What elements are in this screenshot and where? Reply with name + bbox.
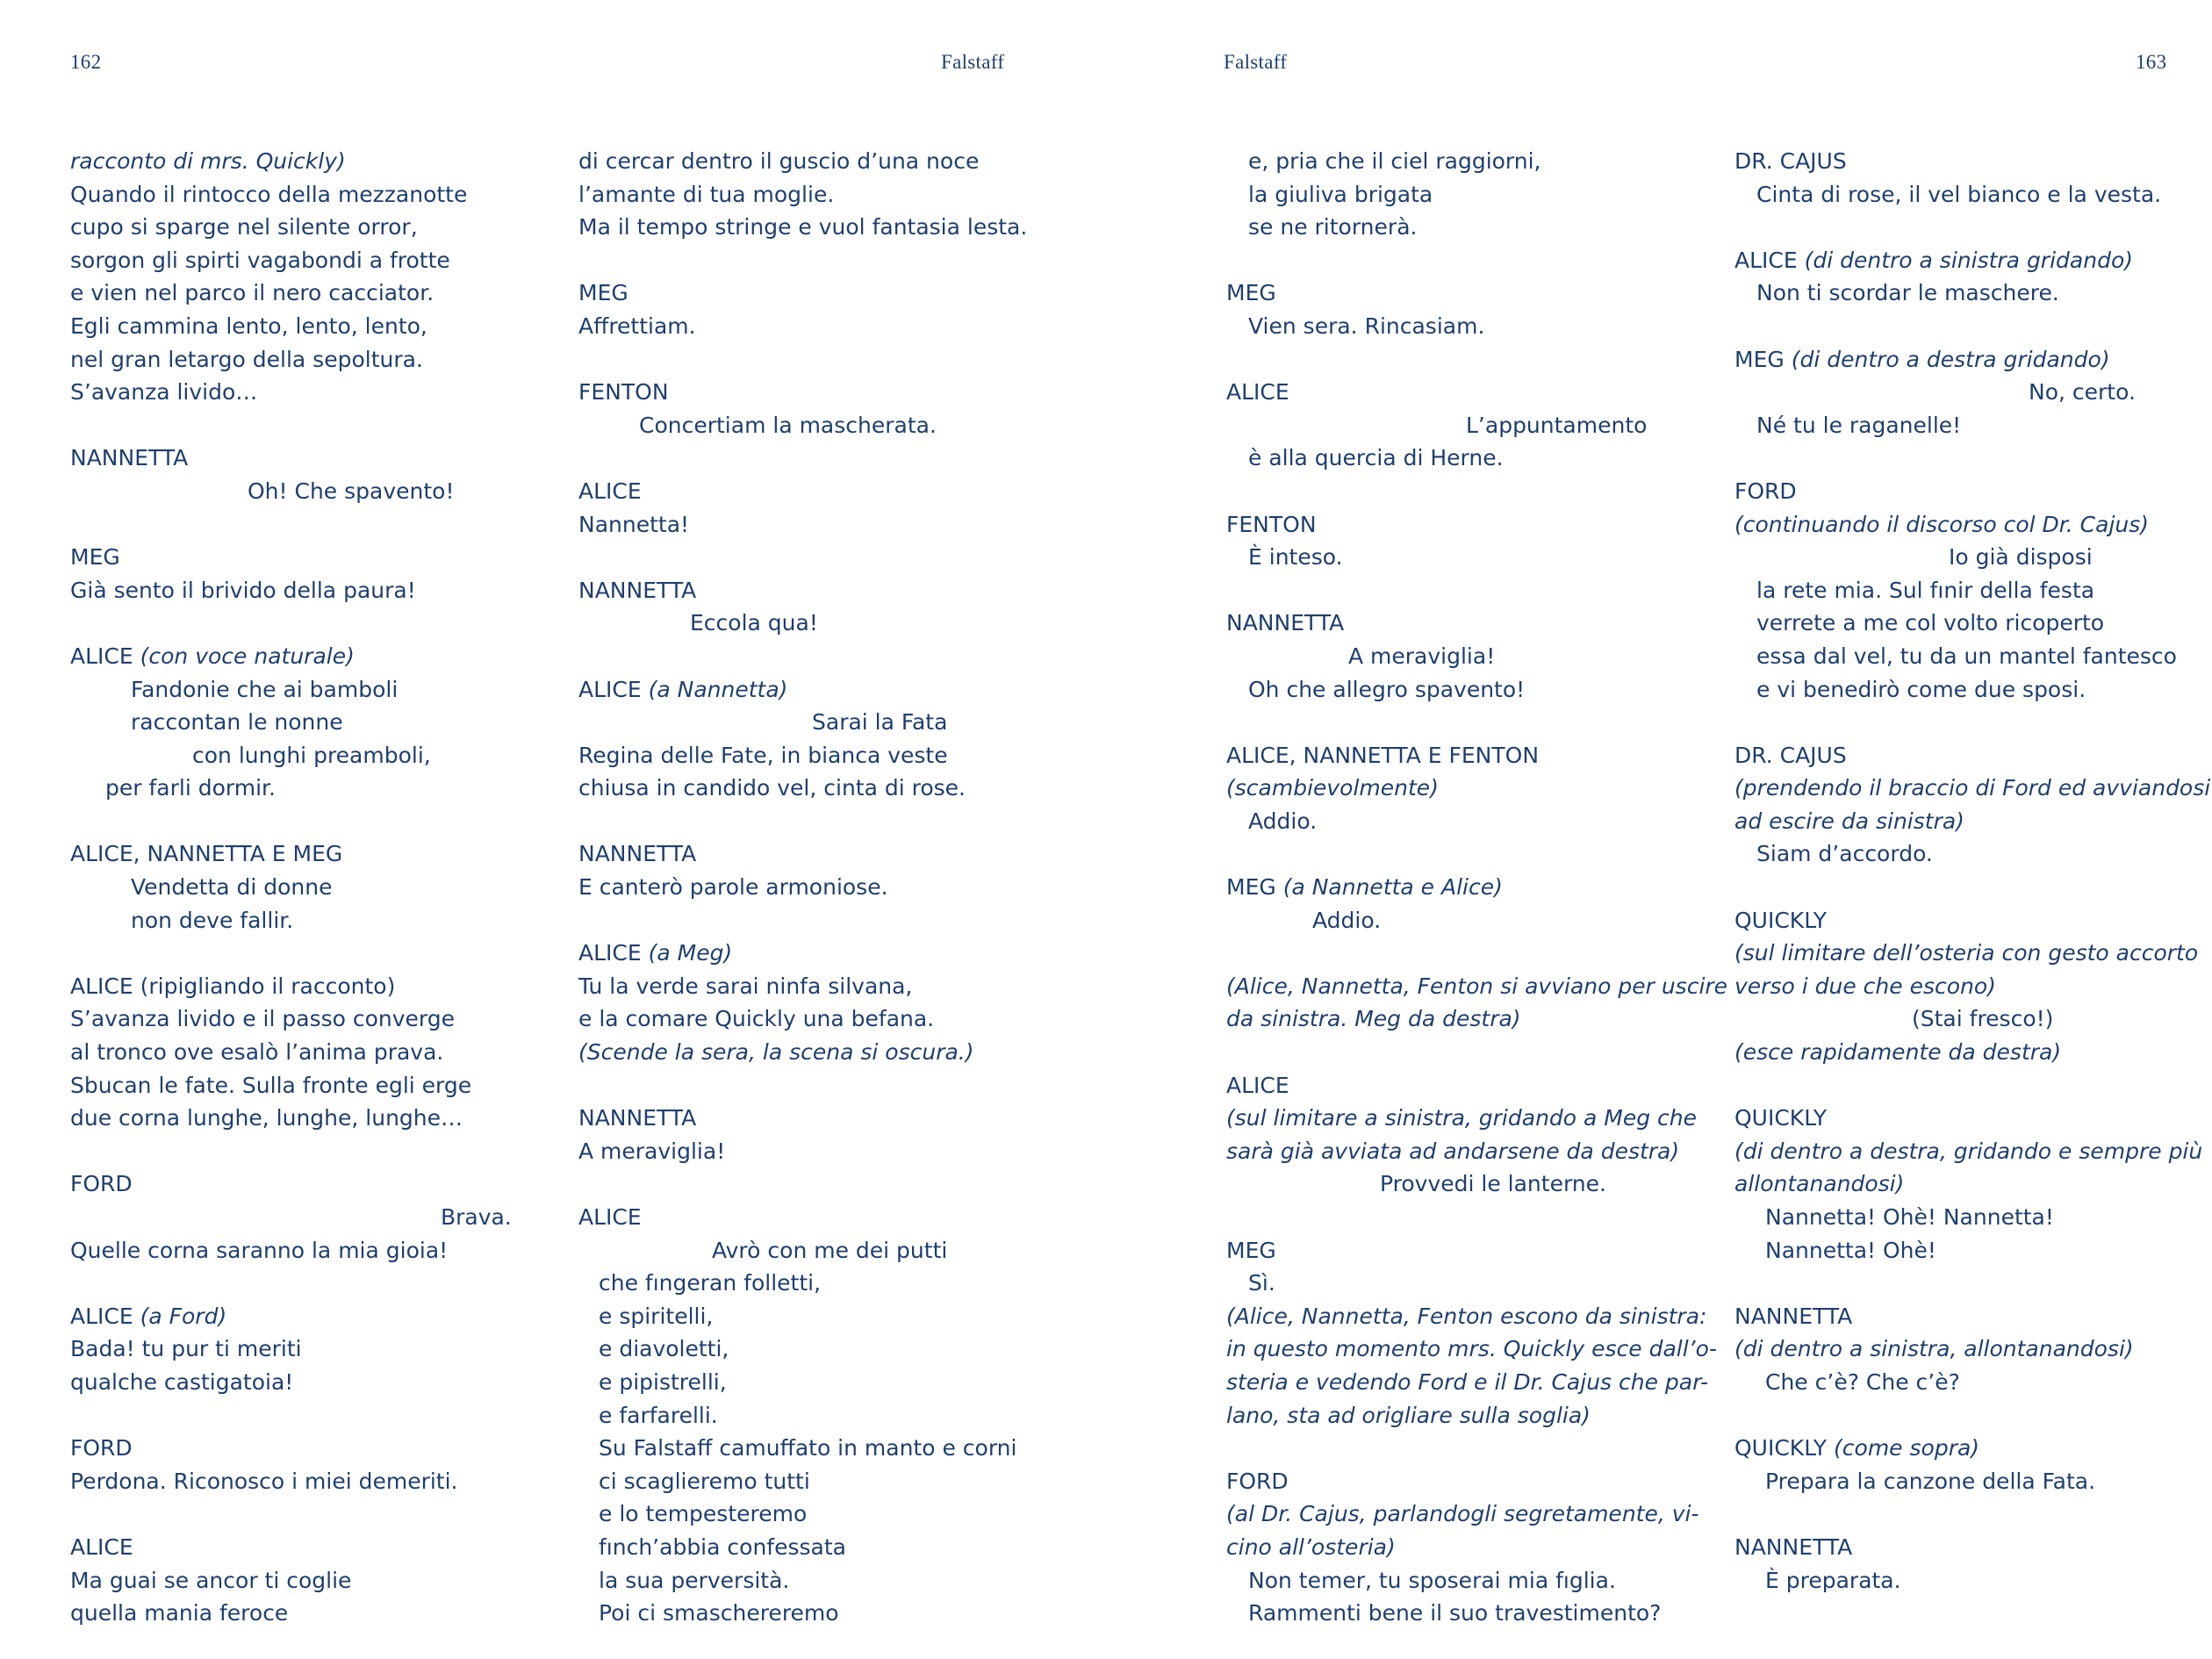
verse-line: Provvedi le lanterne. (1380, 1171, 1606, 1197)
verse-line: fınch’abbia confessata (599, 1533, 846, 1560)
blank-line (1734, 1399, 2208, 1433)
blank-line (578, 442, 1052, 475)
blank-line (1226, 343, 1700, 377)
verse-line: qualche castigatoia! (70, 1368, 294, 1395)
speaker-name: ALICE (70, 643, 133, 669)
verse-line: MEG (1226, 280, 1276, 306)
verse-line: non deve fallir. (131, 907, 294, 933)
speaker-line (1734, 244, 2208, 277)
verse-line: A meraviglia! (1348, 643, 1496, 669)
stage-direction: (di dentro a sinistra gridando) (1804, 247, 2133, 273)
speaker-name: ALICE (578, 676, 642, 702)
verse-line: A meraviglia! (578, 1138, 726, 1164)
stage-direction-line: (Scende la sera, la scena si oscura.) (578, 1039, 974, 1066)
stage-direction: (a Nannetta) (648, 676, 788, 702)
verse-line: FENTON (1226, 511, 1317, 537)
blank-line (70, 805, 544, 838)
stage-direction-line: (sul limitare a sinistra, gridando a Meg che (1226, 1105, 1698, 1131)
verse-line: Tu la verde sarai ninfa silvana, (578, 973, 913, 999)
speaker-name: MEG (1734, 346, 1785, 372)
stage-direction-line: (Alice, Nannetta, Fenton si avviano per uscire (1226, 973, 1728, 999)
left-page-number: 162 (70, 51, 102, 73)
verse-line: MEG (578, 280, 628, 306)
stage-direction-line: sarà già avviata ad andarsene da destra) (1226, 1138, 1680, 1164)
verse-line: NANNETTA (578, 1105, 697, 1131)
stage-direction-line: steria e vedendo Ford e il Dr. Cajus che par- (1226, 1368, 1709, 1395)
blank-line (1734, 442, 2208, 475)
speaker-line (578, 673, 1052, 707)
verse-line: Addio. (1248, 808, 1318, 834)
column-3 (1226, 145, 1728, 1630)
verse-line: Quelle corna saranno la mia gioia! (70, 1237, 449, 1263)
stage-direction-line: (esce rapidamente da destra) (1734, 1039, 2062, 1066)
verse-line: e la comare Quickly una befana. (578, 1006, 935, 1032)
verse-line: E canterò parole armoniose. (578, 874, 888, 901)
verse-line: la giuliva brigata (1248, 181, 1433, 207)
verse-line: NANNETTA (1226, 610, 1345, 636)
speaker-name: MEG (1226, 874, 1276, 901)
blank-line (70, 1399, 544, 1433)
verse-line: Addio. (1312, 907, 1382, 933)
verse-line: Fandonie che ai bamboli (131, 676, 399, 702)
right-page-number: 163 (2136, 51, 2167, 73)
blank-line (70, 508, 544, 542)
verse-line: l’amante di tua moglie. (578, 181, 835, 207)
stage-direction-line: racconto di mrs. Quickly) (70, 148, 346, 174)
verse-line: MEG (1226, 1237, 1276, 1263)
blank-line (1734, 871, 2208, 904)
stage-direction-line: ad escire da sinistra) (1734, 808, 1964, 834)
blank-line (1226, 574, 1700, 607)
left-running-title: Falstaff (941, 51, 1005, 73)
blank-line (578, 244, 1052, 277)
verse-line: la sua perversità. (599, 1567, 790, 1593)
verse-line: Perdona. Riconosco i miei demeriti. (70, 1468, 458, 1494)
speaker-line (578, 937, 1052, 970)
verse-line: ALICE (1226, 1072, 1289, 1098)
blank-line (1734, 706, 2208, 739)
verse-line: Oh che allegro spavento! (1248, 676, 1526, 702)
verse-line: Vien sera. Rincasiam. (1248, 312, 1485, 339)
verse-line: ALICE (578, 478, 642, 504)
verse-line: FORD (1226, 1468, 1289, 1494)
verse-line: essa dal vel, tu da un mantel fantesco (1756, 643, 2177, 669)
verse-line: ci scaglieremo tutti (599, 1468, 810, 1494)
stage-direction-line: (Alice, Nannetta, Fenton escono da sinistra: (1226, 1303, 1707, 1329)
blank-line (1734, 1497, 2208, 1531)
blank-line (70, 409, 544, 442)
stage-direction-line: (di dentro a sinistra, allontanandosi) (1734, 1336, 2134, 1362)
verse-line: (Stai fresco!) (1912, 1006, 2054, 1032)
verse-line: NANNETTA (1734, 1533, 1853, 1560)
verse-line: Bada! tu pur ti meriti (70, 1336, 302, 1362)
verse-line: Su Falstaff camuffato in manto e corni (599, 1435, 1017, 1462)
stage-direction: (con voce naturale) (140, 643, 355, 669)
verse-line: Siam d’accordo. (1756, 841, 1933, 867)
verse-line: Eccola qua! (690, 610, 818, 636)
stage-direction-line: allontanandosi) (1734, 1171, 1905, 1197)
verse-line: ALICE, NANNETTA E MEG (70, 841, 343, 867)
verse-line: MEG (70, 544, 120, 571)
verse-line: QUICKLY (1734, 907, 1828, 933)
speaker-name: ALICE (1734, 247, 1798, 273)
verse-line: e spiritelli, (599, 1303, 714, 1329)
blank-line (70, 607, 544, 640)
stage-direction-line: (scambievolmente) (1226, 775, 1439, 801)
speaker-line (1226, 871, 1700, 904)
speaker-line (1734, 1432, 2208, 1465)
verse-line: di cercar dentro il guscio d’una noce (578, 148, 980, 174)
verse-line: È inteso. (1248, 544, 1343, 571)
blank-line (1226, 706, 1700, 739)
verse-line: L’appuntamento (1466, 412, 1648, 438)
verse-line: ALICE (70, 1533, 133, 1560)
verse-line: che fıngeran folletti, (599, 1270, 822, 1296)
stage-direction-line: da sinistra. Meg da destra) (1226, 1006, 1521, 1032)
verse-line: è alla quercia di Herne. (1248, 445, 1504, 471)
speaker-name: ALICE (70, 1303, 133, 1329)
blank-line (578, 343, 1052, 377)
blank-line (1226, 837, 1700, 871)
blank-line (70, 1135, 544, 1168)
verse-line: NANNETTA (1734, 1303, 1853, 1329)
stage-direction-line: cino all’osteria) (1226, 1533, 1396, 1560)
verse-line: e diavoletti, (599, 1336, 729, 1362)
verse-line: NANNETTA (70, 445, 189, 471)
verse-line: FORD (70, 1435, 133, 1462)
verse-line: Poi ci smaschereremo (599, 1600, 839, 1627)
verse-line: e vi benedirò come due sposi. (1756, 676, 2086, 702)
verse-line: Che c’è? Che c’è? (1765, 1368, 1960, 1395)
blank-line (1734, 1069, 2208, 1102)
verse-line: e pipistrelli, (599, 1368, 727, 1395)
verse-line: QUICKLY (1734, 1105, 1828, 1131)
blank-line (1226, 244, 1700, 277)
verse-line: Nannetta! Ohè! Nannetta! (1765, 1204, 2054, 1230)
verse-line: Cinta di rose, il vel bianco e la vesta. (1756, 181, 2162, 207)
verse-line: e vien nel parco il nero cacciator. (70, 280, 434, 306)
verse-line: Non temer, tu sposerai mia fıglia. (1248, 1567, 1616, 1593)
verse-line: cupo si sparge nel silente orror, (70, 214, 418, 241)
speaker-line (1734, 343, 2208, 377)
verse-line: DR. CAJUS (1734, 742, 1847, 768)
stage-direction: (a Meg) (648, 940, 733, 966)
verse-line: Sì. (1248, 1270, 1275, 1296)
verse-line: due corna lunghe, lunghe, lunghe… (70, 1105, 463, 1131)
blank-line (1226, 1432, 1700, 1465)
blank-line (70, 1497, 544, 1531)
verse-line: Quando il rintocco della mezzanotte (70, 181, 468, 207)
stage-direction-line: (di dentro a destra, gridando e sempre più (1734, 1138, 2203, 1164)
verse-line: No, certo. (2029, 379, 2136, 406)
verse-line: al tronco ove esalò l’anima prava. (70, 1039, 444, 1066)
verse-line: e farfarelli. (599, 1402, 718, 1428)
verse-line: FENTON (578, 379, 669, 406)
verse-line: Egli cammina lento, lento, lento, (70, 312, 427, 339)
verse-line: FORD (1734, 478, 1797, 504)
verse-line: S’avanza livido e il passo converge (70, 1006, 456, 1032)
blank-line (1734, 310, 2208, 343)
verse-line: raccontan le nonne (131, 709, 343, 736)
verse-line: Brava. (441, 1204, 512, 1230)
blank-line (1226, 1036, 1700, 1069)
verse-line: Oh! Che spavento! (248, 478, 455, 504)
verse-line: Affrettiam. (578, 312, 696, 339)
verse-line: Sbucan le fate. Sulla fronte egli erge (70, 1072, 472, 1098)
verse-line: e, pria che il ciel raggiorni, (1248, 148, 1541, 174)
verse-line: ALICE, NANNETTA E FENTON (1226, 742, 1540, 768)
stage-direction-line: (prendendo il braccio di Ford ed avviandosi (1734, 775, 2211, 801)
verse-line: NANNETTA (578, 841, 697, 867)
verse-line: Vendetta di donne (131, 874, 333, 901)
blank-line (1226, 475, 1700, 508)
stage-direction: (a Nannetta e Alice) (1282, 874, 1503, 901)
verse-line: Concertiam la mascherata. (639, 412, 937, 438)
blank-line (578, 640, 1052, 673)
verse-line: Regina delle Fate, in bianca veste (578, 742, 948, 768)
verse-line: se ne ritornerà. (1248, 214, 1418, 241)
verse-line: Sarai la Fata (812, 709, 948, 736)
verse-line: Nannetta! Ohè! (1765, 1237, 1936, 1263)
verse-line: Ma guai se ancor ti coglie (70, 1567, 352, 1593)
column-2 (578, 145, 1052, 1630)
verse-line: NANNETTA (578, 577, 697, 603)
stage-direction-line: (continuando il discorso col Dr. Cajus) (1734, 511, 2150, 537)
speaker-line (70, 640, 544, 673)
verse-line: e lo tempesteremo (599, 1501, 808, 1527)
column-1 (70, 145, 544, 1630)
speaker-name: QUICKLY (1734, 1435, 1828, 1462)
verse-line: nel gran letargo della sepoltura. (70, 346, 423, 372)
verse-line: Né tu le raganelle! (1756, 412, 1962, 438)
verse-line: quella mania feroce (70, 1600, 289, 1627)
right-running-title: Falstaff (1224, 51, 1288, 73)
stage-direction-line: lano, sta ad origliare sulla soglia) (1226, 1402, 1591, 1428)
verse-line: la rete mia. Sul fınir della festa (1756, 577, 2095, 603)
verse-line: per farli dormir. (105, 775, 276, 801)
verse-line: È preparata. (1765, 1567, 1901, 1593)
verse-line: Prepara la canzone della Fata. (1765, 1468, 2096, 1494)
verse-line: DR. CAJUS (1734, 148, 1847, 174)
blank-line (578, 541, 1052, 574)
blank-line (1734, 1267, 2208, 1300)
blank-line (70, 937, 544, 970)
blank-line (578, 805, 1052, 838)
verse-line: ALICE (578, 1204, 642, 1230)
blank-line (1734, 211, 2208, 244)
verse-line: ALICE (ripigliando il racconto) (70, 973, 396, 999)
blank-line (578, 1069, 1052, 1102)
stage-direction: (a Ford) (140, 1303, 227, 1329)
verse-line: FORD (70, 1171, 133, 1197)
verse-line: Ma il tempo stringe e vuol fantasia lesta. (578, 214, 1028, 241)
verse-line: chiusa in candido vel, cinta di rose. (578, 775, 966, 801)
speaker-name: ALICE (578, 940, 642, 966)
blank-line (578, 1167, 1052, 1201)
stage-direction: (come sopra) (1834, 1435, 1980, 1462)
verse-line: verrete a me col volto ricoperto (1756, 610, 2105, 636)
verse-line: Nannetta! (578, 511, 690, 537)
verse-line: Non ti scordar le maschere. (1756, 280, 2059, 306)
blank-line (578, 904, 1052, 937)
verse-line: ALICE (1226, 379, 1289, 406)
blank-line (70, 1267, 544, 1300)
blank-line (1226, 937, 1700, 970)
verse-line: con lunghi preamboli, (192, 742, 431, 768)
blank-line (1226, 1201, 1700, 1234)
verse-line: sorgon gli spirti vagabondi a frotte (70, 247, 450, 273)
stage-direction-line: (sul limitare dell’osteria con gesto accorto (1734, 940, 2199, 966)
column-4 (1734, 145, 2211, 1597)
verse-line: Rammenti bene il suo travestimento? (1248, 1600, 1662, 1627)
verse-line: Avrò con me dei putti (712, 1237, 948, 1263)
verse-line: Io già disposi (1949, 544, 2093, 571)
verse-line: S’avanza livido… (70, 379, 258, 406)
verse-line: Già sento il brivido della paura! (70, 577, 416, 603)
speaker-line (70, 1300, 544, 1333)
stage-direction: (di dentro a destra gridando) (1791, 346, 2110, 372)
stage-direction-line: verso i due che escono) (1734, 973, 1996, 999)
stage-direction-line: in questo momento mrs. Quickly esce dall’o- (1226, 1336, 1717, 1362)
stage-direction-line: (al Dr. Cajus, parlandogli segretamente, vi- (1226, 1501, 1699, 1527)
